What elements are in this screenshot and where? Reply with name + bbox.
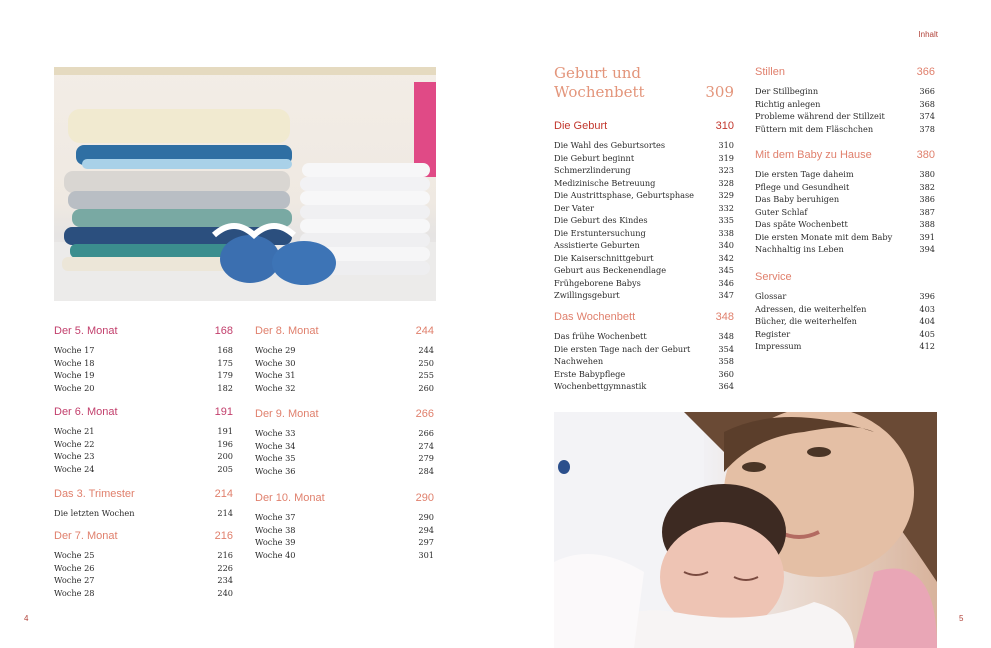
toc-entry[interactable] <box>755 218 935 231</box>
toc-heading-page: 216 <box>214 530 233 542</box>
toc-entry-title: Erste Babypflege <box>554 368 626 379</box>
toc-entry[interactable] <box>755 231 935 244</box>
toc-entry-page: 175 <box>217 357 233 368</box>
toc-entry-page: 380 <box>919 169 935 179</box>
toc-heading-page: 191 <box>214 406 233 418</box>
toc-entry[interactable] <box>54 574 233 587</box>
toc-entry[interactable] <box>755 193 935 206</box>
toc-heading-page: 214 <box>214 488 233 500</box>
toc-entry-page: 368 <box>919 98 935 109</box>
toc-heading-page: 266 <box>415 408 434 420</box>
toc-section-das-wochenbett <box>554 311 734 393</box>
toc-entry-page: 348 <box>718 331 734 341</box>
toc-entry[interactable] <box>554 214 734 227</box>
toc-entry-title: Woche 38 <box>255 524 296 535</box>
toc-entry-title: Woche 35 <box>255 453 296 463</box>
toc-entry[interactable] <box>554 355 734 368</box>
toc-entry[interactable] <box>54 450 233 463</box>
toc-heading[interactable] <box>755 271 935 283</box>
toc-entry-title: Das Baby beruhigen <box>755 194 840 204</box>
toc-entry[interactable] <box>54 438 233 451</box>
toc-entry-title: Probleme während der Stillzeit <box>755 111 885 121</box>
toc-entry[interactable] <box>554 177 734 190</box>
toc-entry[interactable] <box>755 243 935 256</box>
toc-entry-title: Bücher, die weiterhelfen <box>755 316 857 326</box>
toc-heading-title: Der 5. Monat <box>54 325 118 337</box>
toc-entry-title: Adressen, die weiterhelfen <box>755 303 867 314</box>
toc-entry-title: Woche 20 <box>54 382 95 393</box>
toc-entry[interactable] <box>255 427 434 440</box>
toc-entry-title: Geburt aus Beckenendlage <box>554 265 667 275</box>
toc-entry-page: 386 <box>919 194 935 204</box>
toc-entry-page: 310 <box>718 140 734 150</box>
toc-entry[interactable] <box>54 344 233 357</box>
toc-heading[interactable] <box>255 408 434 420</box>
toc-section-die-geburt <box>554 120 734 302</box>
toc-entry[interactable] <box>755 328 935 341</box>
toc-entry[interactable] <box>554 202 734 215</box>
toc-entry-page: 329 <box>718 190 734 200</box>
toc-entry-title: Nachhaltig ins Leben <box>755 244 844 254</box>
toc-entry[interactable] <box>554 343 734 356</box>
toc-entry-title: Wochenbettgymnastik <box>554 381 647 391</box>
toc-entry-page: 266 <box>418 428 434 438</box>
toc-entry-page: 388 <box>919 219 935 229</box>
toc-entry-title: Woche 21 <box>54 426 95 436</box>
toc-heading-page: 290 <box>415 492 434 504</box>
toc-entry-page: 182 <box>217 382 233 393</box>
toc-heading-page: 168 <box>214 325 233 337</box>
toc-entry-title: Woche 39 <box>255 537 296 547</box>
toc-entry-title: Die Geburt beginnt <box>554 152 635 163</box>
toc-entry-title: Die Kaiserschnittgeburt <box>554 252 654 263</box>
toc-entry-title: Der Vater <box>554 202 595 213</box>
baby-clothes-illustration <box>54 67 436 301</box>
toc-entry-title: Füttern mit dem Fläschchen <box>755 123 874 134</box>
toc-entry[interactable] <box>255 511 434 524</box>
toc-heading[interactable] <box>554 311 734 323</box>
toc-entry-title: Woche 17 <box>54 345 95 355</box>
toc-entry-page: 328 <box>718 177 734 188</box>
toc-entry-title: Woche 27 <box>54 575 95 585</box>
toc-entry-title: Zwillingsgeburt <box>554 290 620 300</box>
toc-entry-page: 319 <box>718 152 734 163</box>
toc-entry-page: 216 <box>217 550 233 560</box>
toc-entry-page: 360 <box>718 368 734 379</box>
toc-entry-title: Woche 40 <box>255 549 296 560</box>
toc-entry-page: 366 <box>919 86 935 96</box>
toc-heading-title: Mit dem Baby zu Hause <box>755 149 872 161</box>
toc-entry[interactable] <box>255 369 434 382</box>
toc-entry-title: Woche 30 <box>255 357 296 368</box>
toc-entry-page: 294 <box>418 524 434 535</box>
toc-entry-page: 354 <box>718 343 734 354</box>
toc-entry[interactable] <box>54 369 233 382</box>
toc-entry-page: 200 <box>217 451 233 461</box>
toc-entry-title: Richtig anlegen <box>755 98 821 109</box>
toc-entry-title: Woche 19 <box>54 370 95 380</box>
toc-entry-title: Die letzten Wochen <box>54 508 135 518</box>
toc-entry[interactable] <box>755 315 935 328</box>
toc-entry-page: 260 <box>418 382 434 393</box>
toc-entry[interactable] <box>554 330 734 343</box>
running-header: Inhalt <box>918 30 938 39</box>
toc-heading-title: Die Geburt <box>554 120 608 132</box>
page-number-right: 5 <box>959 614 964 623</box>
toc-entry-title: Das späte Wochenbett <box>755 219 848 229</box>
toc-entry-page: 391 <box>919 231 935 242</box>
toc-entry-page: 240 <box>217 587 233 598</box>
toc-entry-title: Der Stillbeginn <box>755 86 819 96</box>
toc-entry[interactable] <box>755 110 935 123</box>
toc-heading[interactable] <box>54 488 233 500</box>
toc-entry-title: Woche 33 <box>255 428 296 438</box>
toc-entry-page: 378 <box>919 123 935 134</box>
part-page: 309 <box>705 83 734 101</box>
toc-entry-title: Die Wahl des Geburtsortes <box>554 140 666 150</box>
toc-entry-title: Die Erstuntersuchung <box>554 227 646 238</box>
toc-entry[interactable] <box>54 463 233 476</box>
photo-baby-clothes <box>54 67 436 301</box>
toc-entry-title: Impressum <box>755 341 802 351</box>
toc-entry-page: 332 <box>718 202 734 213</box>
toc-heading[interactable] <box>54 406 233 418</box>
toc-entry-page: 396 <box>919 291 935 301</box>
toc-heading[interactable] <box>755 149 935 161</box>
toc-entry-title: Woche 31 <box>255 370 296 380</box>
toc-entry-page: 335 <box>718 215 734 225</box>
toc-entry-page: 338 <box>718 227 734 238</box>
toc-heading-title: Service <box>755 271 792 283</box>
toc-entry[interactable] <box>54 357 233 370</box>
toc-entry-title: Woche 32 <box>255 382 296 393</box>
photo-mother-newborn <box>554 412 937 648</box>
toc-entry-page: 279 <box>418 453 434 463</box>
toc-entry-page: 382 <box>919 181 935 192</box>
toc-entry-title: Woche 22 <box>54 438 95 449</box>
toc-entry[interactable] <box>554 380 734 393</box>
toc-entry-title: Die ersten Tage nach der Geburt <box>554 343 691 354</box>
toc-entry[interactable] <box>255 536 434 549</box>
part-heading[interactable] <box>554 64 734 102</box>
toc-entry-page: 412 <box>919 341 935 351</box>
toc-entry[interactable] <box>255 344 434 357</box>
toc-entry-page: 403 <box>919 303 935 314</box>
toc-entry-page: 226 <box>217 562 233 573</box>
toc-section-month-8 <box>255 325 434 394</box>
toc-entry[interactable] <box>554 152 734 165</box>
toc-entry-title: Woche 37 <box>255 512 296 522</box>
toc-heading-title: Der 8. Monat <box>255 325 319 337</box>
toc-entry-title: Woche 25 <box>54 550 95 560</box>
toc-section-baby-zu-hause <box>755 149 935 256</box>
toc-entry-title: Nachwehen <box>554 356 604 366</box>
toc-entry-title: Glossar <box>755 291 787 301</box>
toc-entry[interactable] <box>54 425 233 438</box>
toc-entry[interactable] <box>54 507 233 520</box>
part-title-line-1: Geburt und <box>554 64 642 82</box>
toc-entry-page: 374 <box>919 111 935 121</box>
toc-entry-page: 346 <box>718 277 734 288</box>
toc-entry-page: 364 <box>718 381 734 391</box>
toc-entry[interactable] <box>255 452 434 465</box>
toc-entry[interactable] <box>755 123 935 136</box>
page-number-left: 4 <box>24 614 29 623</box>
toc-entry[interactable] <box>755 85 935 98</box>
toc-heading-title: Der 9. Monat <box>255 408 319 420</box>
toc-entry[interactable] <box>54 562 233 575</box>
toc-entry-page: 342 <box>718 252 734 263</box>
toc-entry[interactable] <box>554 252 734 265</box>
toc-entry-page: 250 <box>418 357 434 368</box>
toc-entry-page: 404 <box>919 316 935 326</box>
toc-entry-title: Die Geburt des Kindes <box>554 215 648 225</box>
toc-entry[interactable] <box>554 368 734 381</box>
toc-entry-title: Woche 23 <box>54 451 95 461</box>
toc-entry-title: Woche 36 <box>255 465 296 476</box>
toc-entry[interactable] <box>255 357 434 370</box>
toc-heading-title: Das 3. Trimester <box>54 488 135 500</box>
toc-entry[interactable] <box>755 290 935 303</box>
toc-entry-title: Assistierte Geburten <box>554 240 640 250</box>
toc-entry[interactable] <box>255 549 434 562</box>
toc-entry-page: 179 <box>217 370 233 380</box>
toc-entry[interactable] <box>255 465 434 478</box>
toc-heading[interactable] <box>54 325 233 337</box>
toc-entry-page: 244 <box>418 345 434 355</box>
toc-entry[interactable] <box>755 340 935 353</box>
toc-entry-title: Das frühe Wochenbett <box>554 331 647 341</box>
toc-entry-page: 297 <box>418 537 434 547</box>
toc-entry-title: Medizinische Betreuung <box>554 177 656 188</box>
toc-entry-page: 255 <box>418 370 434 380</box>
toc-entry-title: Register <box>755 328 791 339</box>
toc-entry[interactable] <box>554 239 734 252</box>
toc-heading[interactable] <box>255 492 434 504</box>
toc-entry[interactable] <box>755 168 935 181</box>
toc-section-stillen <box>755 66 935 135</box>
toc-entry-page: 323 <box>718 165 734 175</box>
toc-entry-page: 347 <box>718 290 734 300</box>
toc-heading[interactable] <box>755 66 935 78</box>
toc-entry-page: 214 <box>217 508 233 518</box>
toc-entry-title: Woche 34 <box>255 440 296 451</box>
toc-entry[interactable] <box>755 303 935 316</box>
toc-entry-title: Guter Schlaf <box>755 206 808 217</box>
toc-entry-title: Woche 29 <box>255 345 296 355</box>
toc-heading-page: 348 <box>715 311 734 323</box>
toc-section-month-10 <box>255 492 434 561</box>
toc-entry-page: 168 <box>217 345 233 355</box>
toc-entry[interactable] <box>755 206 935 219</box>
toc-entry[interactable] <box>554 289 734 302</box>
toc-heading-page: 310 <box>715 120 734 132</box>
toc-entry[interactable] <box>755 181 935 194</box>
toc-heading-title: Der 7. Monat <box>54 530 118 542</box>
toc-entry-page: 290 <box>418 512 434 522</box>
toc-heading-page: 366 <box>916 66 935 78</box>
toc-entry-page: 205 <box>217 463 233 474</box>
toc-section-month-5 <box>54 325 233 394</box>
mother-newborn-illustration <box>554 412 937 648</box>
toc-entry-page: 191 <box>217 426 233 436</box>
toc-entry[interactable] <box>554 264 734 277</box>
toc-section-month-7 <box>54 530 233 599</box>
toc-heading[interactable] <box>554 120 734 132</box>
toc-entry-page: 284 <box>418 465 434 476</box>
toc-entry-page: 274 <box>418 440 434 451</box>
toc-entry-page: 340 <box>718 240 734 250</box>
toc-entry-title: Woche 28 <box>54 587 95 598</box>
toc-heading-page: 380 <box>916 149 935 161</box>
part-title-line-2: Wochenbett <box>554 83 645 101</box>
toc-heading-title: Der 6. Monat <box>54 406 118 418</box>
toc-entry-title: Woche 26 <box>54 562 95 573</box>
toc-section-service <box>755 271 935 353</box>
toc-entry[interactable] <box>554 277 734 290</box>
toc-entry[interactable] <box>54 587 233 600</box>
toc-entry[interactable] <box>554 227 734 240</box>
toc-entry-page: 196 <box>217 438 233 449</box>
toc-entry-page: 358 <box>718 356 734 366</box>
toc-entry-title: Schmerzlinderung <box>554 165 631 175</box>
toc-entry[interactable] <box>755 98 935 111</box>
toc-entry-title: Die ersten Monate mit dem Baby <box>755 231 893 242</box>
toc-entry[interactable] <box>255 440 434 453</box>
toc-entry-page: 387 <box>919 206 935 217</box>
toc-entry[interactable] <box>54 549 233 562</box>
toc-heading-title: Der 10. Monat <box>255 492 325 504</box>
toc-heading[interactable] <box>255 325 434 337</box>
toc-entry[interactable] <box>554 164 734 177</box>
toc-section-month-6 <box>54 406 233 475</box>
toc-entry-page: 345 <box>718 265 734 275</box>
toc-heading-title: Stillen <box>755 66 785 78</box>
toc-entry-title: Die ersten Tage daheim <box>755 169 854 179</box>
toc-heading-page: 244 <box>415 325 434 337</box>
toc-entry-page: 301 <box>418 549 434 560</box>
toc-section-month-9 <box>255 408 434 477</box>
toc-entry-title: Pflege und Gesundheit <box>755 181 850 192</box>
toc-section-trimester-3 <box>54 488 233 520</box>
toc-entry-page: 394 <box>919 244 935 254</box>
toc-entry[interactable] <box>255 382 434 395</box>
toc-entry[interactable] <box>554 139 734 152</box>
toc-entry-title: Woche 18 <box>54 357 95 368</box>
toc-entry-title: Woche 24 <box>54 463 95 474</box>
toc-entry-page: 405 <box>919 328 935 339</box>
toc-entry-page: 234 <box>217 575 233 585</box>
toc-heading[interactable] <box>54 530 233 542</box>
toc-entry[interactable] <box>554 189 734 202</box>
toc-heading-title: Das Wochenbett <box>554 311 636 323</box>
toc-entry-title: Frühgeborene Babys <box>554 277 641 288</box>
toc-entry[interactable] <box>255 524 434 537</box>
toc-entry-title: Die Austrittsphase, Geburtsphase <box>554 190 695 200</box>
toc-entry[interactable] <box>54 382 233 395</box>
